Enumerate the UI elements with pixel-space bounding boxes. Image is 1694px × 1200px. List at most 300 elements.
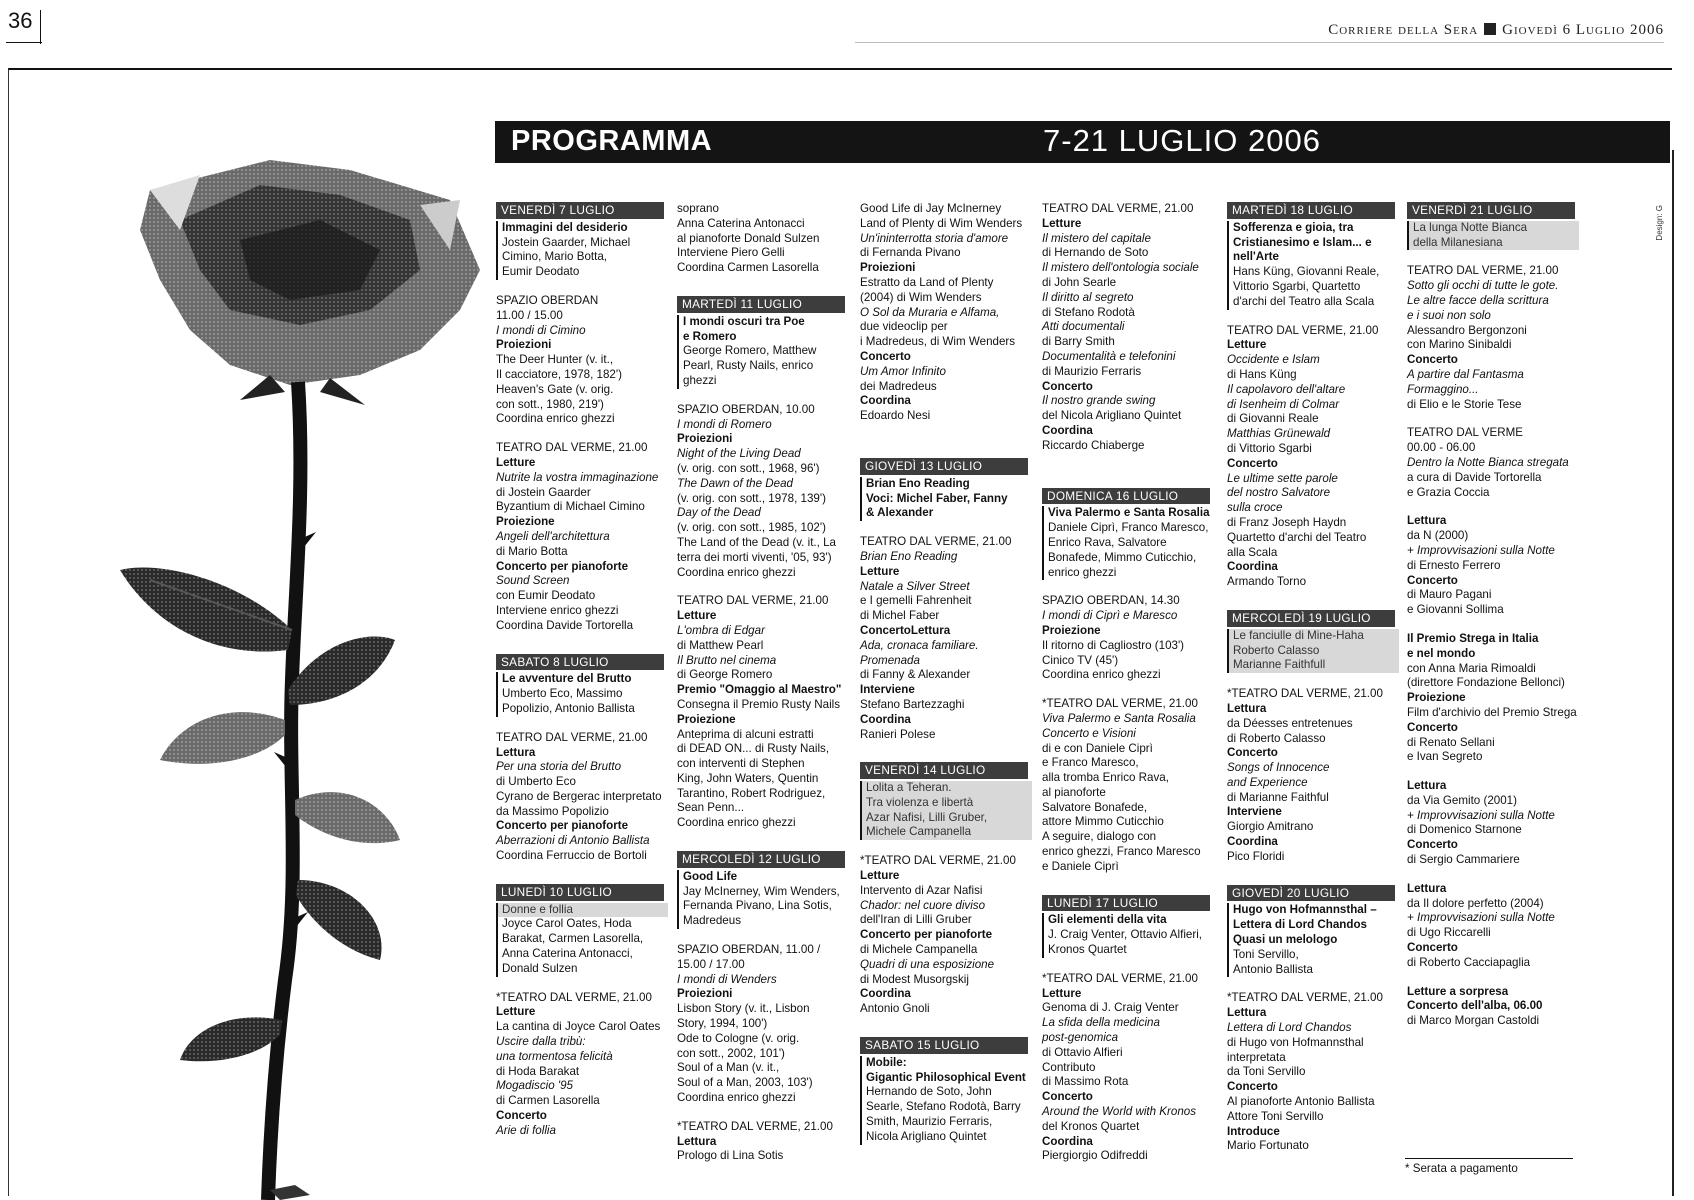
- italic-line: Ada, cronaca familiare.: [860, 638, 979, 652]
- italic-line: La sfida della medicina: [1042, 1016, 1160, 1030]
- italic-line: sulla croce: [1227, 501, 1283, 515]
- text-line: Coordina enrico ghezzi: [677, 1091, 796, 1105]
- italic-line: Nutrite la vostra immaginazione: [496, 470, 659, 484]
- spacer: [1227, 865, 1399, 885]
- event-highlight: La lunga Notte Bianca: [1407, 221, 1579, 236]
- text-line: di Mario Botta: [496, 544, 568, 558]
- day-header: MERCOLEDÌ 12 LUGLIO: [677, 851, 845, 868]
- bold-line: Concerto: [1407, 941, 1458, 955]
- spacer: [1407, 971, 1579, 985]
- text-line: da Toni Servillo: [1227, 1065, 1306, 1079]
- text-line: del Kronos Quartet: [1042, 1119, 1140, 1133]
- text-line: *TEATRO DAL VERME, 21.00: [677, 1119, 833, 1133]
- masthead-date: Giovedì 6 Luglio 2006: [1502, 22, 1664, 38]
- text-line: Film d'archivio del Premio Strega: [1407, 705, 1577, 719]
- event-guests: Pearl, Rusty Nails, enrico: [677, 359, 849, 374]
- text-line: Attore Toni Servillo: [1227, 1109, 1324, 1123]
- text-line: e Franco Maresco,: [1042, 756, 1139, 770]
- text-line: e Ivan Segreto: [1407, 750, 1483, 764]
- text-line: Anna Caterina Antonacci: [677, 216, 805, 230]
- text-line: SPAZIO OBERDAN, 14.30: [1042, 594, 1180, 608]
- bold-line: Premio "Omaggio al Maestro": [677, 683, 842, 697]
- text-line: e Grazia Coccia: [1407, 485, 1490, 499]
- text-line: di Umberto Eco: [496, 775, 576, 789]
- text-line: con interventi di Stephen: [677, 757, 805, 771]
- italic-line: Sotto gli occhi di tutte le gote.: [1407, 279, 1559, 293]
- event-guests: enrico ghezzi: [1042, 566, 1214, 581]
- italic-line: Aberrazioni di Antonio Ballista: [496, 834, 650, 848]
- text-line: e I gemelli Fahrenheit: [860, 594, 972, 608]
- italic-line: Chador: nel cuore diviso: [860, 898, 986, 912]
- masthead-paper: Corriere della Sera: [1328, 22, 1479, 38]
- italic-line: Sound Screen: [496, 574, 570, 588]
- text-line: Ranieri Polese: [860, 727, 936, 741]
- text-line: di Renato Sellani: [1407, 735, 1495, 749]
- bold-line: Coordina: [860, 987, 911, 1001]
- text-line: Lisbon Story (v. it., Lisbon: [677, 1002, 810, 1016]
- text-line: da N (2000): [1407, 529, 1469, 543]
- text-line: di Michele Campanella: [860, 943, 978, 957]
- text-line: Il cacciatore, 1978, 182'): [496, 367, 622, 381]
- day-header: GIOVEDÌ 13 LUGLIO: [860, 458, 1028, 475]
- text-line: *TEATRO DAL VERME, 21.00: [1227, 687, 1383, 701]
- text-line: Story, 1994, 100'): [677, 1017, 768, 1031]
- spacer: [860, 424, 1032, 444]
- text-line: Soul of a Man (v. it.,: [677, 1061, 780, 1075]
- bold-line: Letture: [677, 609, 717, 623]
- italic-line: Mogadiscio '95: [496, 1079, 573, 1093]
- text-line: Genoma di J. Craig Venter: [1042, 1001, 1179, 1015]
- text-line: Interviene enrico ghezzi: [496, 603, 619, 617]
- bold-line: Introduce: [1227, 1124, 1280, 1138]
- text-line: alla tromba Enrico Rava,: [1042, 771, 1169, 785]
- event-title: Le avventure del Brutto: [496, 672, 668, 687]
- text-line: Soul of a Man, 2003, 103'): [677, 1076, 813, 1090]
- page-frame-right: [1672, 150, 1674, 1196]
- banner-title: PROGRAMMA: [511, 125, 713, 157]
- text-line: di Modest Musorgskij: [860, 972, 969, 986]
- spacer: [1042, 875, 1214, 895]
- event-guests: Nicola Arigliano Quintet: [860, 1130, 1032, 1145]
- text-line: Coordina enrico ghezzi: [677, 565, 796, 579]
- bold-line: Concerto per pianoforte: [860, 928, 993, 942]
- spacer: [1042, 958, 1214, 972]
- text-line: Alessandro Bergonzoni: [1407, 323, 1527, 337]
- italic-line: O Sol da Muraria e Alfama,: [860, 305, 1000, 319]
- bold-line: Concerto: [1407, 573, 1458, 587]
- text-line: di Franz Joseph Haydn: [1227, 515, 1347, 529]
- bold-line: Concerto: [1407, 838, 1458, 852]
- event-title: Quasi un melologo: [1227, 933, 1399, 948]
- text-line: con Eumir Deodato: [496, 589, 596, 603]
- bold-line: Letture: [860, 869, 900, 883]
- text-line: Stefano Bartezzaghi: [860, 697, 965, 711]
- text-line: di Elio e le Storie Tese: [1407, 397, 1522, 411]
- italic-line: Um Amor Infinito: [860, 364, 946, 378]
- text-line: Il ritorno di Cagliostro (103'): [1042, 638, 1185, 652]
- text-line: di Hernando de Soto: [1042, 246, 1149, 260]
- event-guests: Jay McInerney, Wim Wenders,: [677, 885, 849, 900]
- text-line: (v. orig. con sott., 1978, 139'): [677, 491, 826, 505]
- text-line: di George Romero: [677, 668, 773, 682]
- text-line: di Ottavio Alfieri: [1042, 1045, 1123, 1059]
- spacer: [1407, 765, 1579, 779]
- rose-icon: [120, 160, 480, 1200]
- text-line: di Mauro Pagani: [1407, 588, 1492, 602]
- bold-line: Letture: [1042, 216, 1082, 230]
- bold-line: Lettura: [496, 745, 536, 759]
- italic-line: Le altre facce della scrittura: [1407, 293, 1549, 307]
- bold-line: Letture a sorpresa: [1407, 984, 1509, 998]
- bold-line: Coordina: [1042, 1134, 1093, 1148]
- event-guests: Fernanda Pivano, Lina Sotis,: [677, 899, 849, 914]
- masthead-rule: [855, 42, 1664, 43]
- text-line: The Deer Hunter (v. it.,: [496, 353, 614, 367]
- spacer: [677, 831, 849, 851]
- bold-line: Coordina: [1227, 835, 1278, 849]
- text-line: SPAZIO OBERDAN: [496, 293, 599, 307]
- text-line: di Hugo von Hofmannsthal: [1227, 1035, 1364, 1049]
- text-line: e Giovanni Sollima: [1407, 603, 1504, 617]
- event-guests: Popolizio, Antonio Ballista: [496, 702, 668, 717]
- text-line: Coordina Carmen Lasorella: [677, 261, 819, 275]
- banner-dates: 7-21 LUGLIO 2006: [1043, 123, 1321, 158]
- text-line: Land of Plenty di Wim Wenders: [860, 216, 1023, 230]
- text-line: Coordina enrico ghezzi: [1042, 668, 1161, 682]
- bold-line: Coordina: [1227, 560, 1278, 574]
- text-line: dell'Iran di Lilli Gruber: [860, 913, 972, 927]
- italic-line: Documentalità e telefonini: [1042, 349, 1176, 363]
- text-line: di Giovanni Reale: [1227, 412, 1319, 426]
- event-guests: d'archi del Teatro alla Scala: [1227, 295, 1399, 310]
- page-number-rule: [40, 10, 41, 44]
- bold-line: ConcertoLettura: [860, 623, 951, 637]
- italic-line: + Improvvisazioni sulla Notte: [1407, 911, 1555, 925]
- bold-line: Concerto: [1042, 379, 1093, 393]
- text-line: due videoclip per: [860, 320, 948, 334]
- event-guests: Toni Servillo,: [1227, 948, 1399, 963]
- italic-line: post-genomica: [1042, 1031, 1119, 1045]
- schedule-column-2: [677, 202, 849, 1164]
- italic-line: A partire dal Fantasma: [1407, 367, 1524, 381]
- text-line: di Roberto Cacciapaglia: [1407, 955, 1531, 969]
- text-line: Armando Torno: [1227, 575, 1307, 589]
- text-line: (v. orig. con sott., 1985, 102'): [677, 521, 826, 535]
- spacer: [1227, 673, 1399, 687]
- italic-line: Uscire dalla tribù:: [496, 1035, 586, 1049]
- spacer: [1042, 474, 1214, 488]
- text-line: attore Mimmo Cuticchio: [1042, 815, 1164, 829]
- italic-line: I mondi di Ciprì e Maresco: [1042, 609, 1178, 623]
- text-line: Quartetto d'archi del Teatro: [1227, 530, 1367, 544]
- event-guests: Enrico Rava, Salvatore: [1042, 536, 1214, 551]
- spacer: [1227, 590, 1399, 610]
- bold-line: Proiezioni: [677, 432, 733, 446]
- text-line: TEATRO DAL VERME, 21.00: [1407, 264, 1559, 278]
- bold-line: Concerto: [1227, 456, 1278, 470]
- text-line: Consegna il Premio Rusty Nails: [677, 697, 841, 711]
- text-line: di Fernanda Pivano: [860, 246, 961, 260]
- event-highlight: Lolita a Teheran.: [860, 781, 1032, 796]
- bold-line: Coordina: [1042, 423, 1093, 437]
- text-line: di Domenico Starnone: [1407, 823, 1522, 837]
- bold-line: Concerto per pianoforte: [496, 819, 629, 833]
- text-line: King, John Waters, Quentin: [677, 771, 819, 785]
- text-line: Sean Penn...: [677, 801, 745, 815]
- bold-line: Il Premio Strega in Italia: [1407, 631, 1539, 645]
- italic-line: Lettera di Lord Chandos: [1227, 1021, 1352, 1035]
- text-line: Byzantium di Michael Cimino: [496, 500, 645, 514]
- text-line: al pianoforte Donald Sulzen: [677, 231, 820, 245]
- italic-line: Around the World with Kronos: [1042, 1105, 1197, 1119]
- bold-line: Proiezione: [1407, 691, 1466, 705]
- spacer: [677, 580, 849, 594]
- italic-line: Per una storia del Brutto: [496, 760, 622, 774]
- bold-line: Letture: [496, 1005, 536, 1019]
- italic-line: Le ultime sette parole: [1227, 471, 1338, 485]
- event-guests: Hans Küng, Giovanni Reale,: [1227, 265, 1399, 280]
- text-line: Tarantino, Robert Rodriguez,: [677, 786, 826, 800]
- bold-line: Coordina: [860, 394, 911, 408]
- text-line: interpretata: [1227, 1050, 1286, 1064]
- text-line: TEATRO DAL VERME, 21.00: [860, 535, 1012, 549]
- italic-line: Matthias Grünewald: [1227, 427, 1331, 441]
- event-guests: ghezzi: [677, 374, 849, 389]
- text-line: Salvatore Bonafede,: [1042, 800, 1148, 814]
- italic-line: Night of the Living Dead: [677, 447, 801, 461]
- bold-line: Coordina: [860, 712, 911, 726]
- italic-line: Promenada: [860, 653, 920, 667]
- text-line: di Vittorio Sgarbi: [1227, 441, 1312, 455]
- italic-line: Il capolavoro dell'altare: [1227, 382, 1346, 396]
- text-line: di Matthew Pearl: [677, 638, 764, 652]
- text-line: di Stefano Rodotà: [1042, 305, 1135, 319]
- text-line: dei Madredeus: [860, 379, 937, 393]
- event-highlight: Marianne Faithfull: [1227, 658, 1399, 673]
- text-line: A seguire, dialogo con: [1042, 830, 1157, 844]
- spacer: [860, 742, 1032, 762]
- text-line: Riccardo Chiaberge: [1042, 438, 1145, 452]
- bold-line: Proiezioni: [677, 987, 733, 1001]
- text-line: al pianoforte: [1042, 785, 1106, 799]
- text-line: TEATRO DAL VERME: [1407, 426, 1523, 440]
- day-header: VENERDÌ 7 LUGLIO: [496, 202, 664, 219]
- italic-line: and Experience: [1227, 775, 1308, 789]
- italic-line: una tormentosa felicità: [496, 1049, 613, 1063]
- italic-line: Angeli dell'architettura: [496, 529, 610, 543]
- spacer: [1407, 500, 1579, 514]
- bold-line: Concerto: [1227, 1080, 1278, 1094]
- text-line: con Marino Sinibaldi: [1407, 338, 1512, 352]
- text-line: di e con Daniele Ciprì: [1042, 741, 1153, 755]
- italic-line: Il mistero dell'ontologia sociale: [1042, 261, 1199, 275]
- text-line: di Hans Küng: [1227, 367, 1297, 381]
- masthead: [1328, 22, 1664, 39]
- spacer: [1227, 310, 1399, 324]
- text-line: Coordina enrico ghezzi: [677, 816, 796, 830]
- text-line: Estratto da Land of Plenty: [860, 275, 994, 289]
- event-guests: Umberto Eco, Massimo: [496, 687, 668, 702]
- bold-line: Letture: [1042, 986, 1082, 1000]
- italic-line: del nostro Salvatore: [1227, 486, 1331, 500]
- spacer: [860, 444, 1032, 458]
- bold-line: Concerto: [1407, 720, 1458, 734]
- event-title: Voci: Michel Faber, Fanny: [860, 492, 1032, 507]
- bold-line: Proiezione: [496, 515, 555, 529]
- italic-line: + Improvvisazioni sulla Notte: [1407, 543, 1555, 557]
- event-guests: Smith, Maurizio Ferraris,: [860, 1115, 1032, 1130]
- rose-illustration: [120, 160, 480, 1200]
- text-line: The Land of the Dead (v. it., La: [677, 535, 836, 549]
- bold-line: Proiezione: [1042, 623, 1101, 637]
- event-title: Good Life: [677, 870, 849, 885]
- italic-line: Day of the Dead: [677, 506, 761, 520]
- event-guests: Kronos Quartet: [1042, 943, 1214, 958]
- text-line: e Daniele Ciprì: [1042, 859, 1119, 873]
- day-header: GIOVEDÌ 20 LUGLIO: [1227, 885, 1395, 902]
- text-line: di Michel Faber: [860, 609, 940, 623]
- spacer: [677, 1106, 849, 1120]
- bold-line: Letture: [860, 564, 900, 578]
- masthead-separator: [1484, 23, 1496, 35]
- bold-line: Lettura: [1227, 701, 1267, 715]
- event-guests: Jostein Gaarder, Michael: [496, 236, 668, 251]
- text-line: SPAZIO OBERDAN, 10.00: [677, 402, 815, 416]
- bold-line: Concerto: [860, 349, 911, 363]
- italic-line: I mondi di Wenders: [677, 972, 777, 986]
- spacer: [1407, 412, 1579, 426]
- event-guests: Barakat, Carmen Lasorella,: [496, 932, 668, 947]
- italic-line: Brian Eno Reading: [860, 549, 958, 563]
- day-header: LUNEDÌ 10 LUGLIO: [496, 884, 664, 901]
- text-line: TEATRO DAL VERME, 21.00: [1227, 323, 1379, 337]
- event-guests: Donald Sulzen: [496, 962, 668, 977]
- italic-line: Il Brutto nel cinema: [677, 653, 777, 667]
- text-line: con sott., 1980, 219'): [496, 397, 604, 411]
- event-title: & Alexander: [860, 506, 1032, 521]
- text-line: di DEAD ON... di Rusty Nails,: [677, 742, 830, 756]
- design-credit: Design: G: [1655, 205, 1664, 241]
- text-line: TEATRO DAL VERME, 21.00: [496, 441, 648, 455]
- event-highlight: Le fanciulle di Mine-Haha: [1227, 629, 1399, 644]
- text-line: *TEATRO DAL VERME, 21.00: [860, 854, 1016, 868]
- spacer: [496, 864, 668, 884]
- italic-line: Atti documentali: [1042, 320, 1125, 334]
- text-line: Cyrano de Bergerac interpretato: [496, 789, 662, 803]
- bold-line: Lettura: [1227, 1006, 1267, 1020]
- text-line: di Barry Smith: [1042, 335, 1115, 349]
- text-line: Piergiorgio Odifreddi: [1042, 1149, 1148, 1163]
- bold-line: Proiezioni: [860, 261, 916, 275]
- text-line: *TEATRO DAL VERME, 21.00: [1042, 697, 1198, 711]
- schedule-column-3: [860, 202, 1032, 1145]
- day-header: SABATO 15 LUGLIO: [860, 1037, 1028, 1054]
- spacer: [677, 276, 849, 296]
- event-title: nell'Arte: [1227, 250, 1399, 265]
- text-line: da Via Gemito (2001): [1407, 793, 1517, 807]
- text-line: 11.00 / 15.00: [496, 308, 563, 322]
- event-guests: Searle, Stefano Rodotà, Barry: [860, 1100, 1032, 1115]
- text-line: (v. orig. con sott., 1968, 96'): [677, 461, 820, 475]
- event-highlight: Donne e follia: [496, 903, 668, 918]
- text-line: Coordina Ferruccio de Bortoli: [496, 849, 647, 863]
- text-line: Coordina Davide Tortorella: [496, 618, 634, 632]
- text-line: Giorgio Amitrano: [1227, 820, 1314, 834]
- event-guests: George Romero, Matthew: [677, 344, 849, 359]
- text-line: Coordina enrico ghezzi: [496, 412, 615, 426]
- text-line: di Marianne Faithful: [1227, 790, 1329, 804]
- event-guests: Daniele Ciprì, Franco Maresco,: [1042, 521, 1214, 536]
- event-highlight: Azar Nafisi, Lilli Gruber,: [860, 811, 1032, 826]
- text-line: (direttore Fondazione Bellonci): [1407, 676, 1565, 690]
- bold-line: e nel mondo: [1407, 646, 1476, 660]
- schedule-column-1: [496, 202, 668, 1139]
- event-highlight: Roberto Calasso: [1227, 644, 1399, 659]
- spacer: [677, 389, 849, 403]
- text-line: Interviene Piero Gelli: [677, 246, 785, 260]
- spacer: [496, 280, 668, 294]
- spacer: [1042, 580, 1214, 594]
- spacer: [1407, 868, 1579, 882]
- text-line: Contributo: [1042, 1060, 1096, 1074]
- day-header: VENERDÌ 14 LUGLIO: [860, 762, 1028, 779]
- text-line: Good Life di Jay McInerney: [860, 202, 1002, 215]
- bold-line: Letture: [1227, 338, 1267, 352]
- bold-line: Lettura: [1407, 514, 1447, 528]
- text-line: *TEATRO DAL VERME, 21.00: [1227, 991, 1383, 1005]
- text-line: i Madredeus, di Wim Wenders: [860, 335, 1016, 349]
- text-line: di Ernesto Ferrero: [1407, 558, 1501, 572]
- event-guests: Vittorio Sgarbi, Quartetto: [1227, 280, 1399, 295]
- day-header: VENERDÌ 21 LUGLIO: [1407, 202, 1575, 219]
- text-line: da Déesses entretenues: [1227, 716, 1353, 730]
- italic-line: I mondi di Romero: [677, 417, 772, 431]
- event-highlight: della Milanesiana: [1407, 236, 1579, 251]
- italic-line: Formaggino...: [1407, 382, 1479, 396]
- event-title: I mondi oscuri tra Poe: [677, 315, 849, 330]
- text-line: di Marco Morgan Castoldi: [1407, 1014, 1540, 1028]
- spacer: [496, 427, 668, 441]
- event-guests: Madredeus: [677, 914, 849, 929]
- text-line: SPAZIO OBERDAN, 11.00 /: [677, 943, 821, 957]
- event-guests: Hernando de Soto, John: [860, 1085, 1032, 1100]
- spacer: [496, 717, 668, 731]
- schedule-column-4: [1042, 202, 1214, 1164]
- text-line: Pico Floridi: [1227, 849, 1285, 863]
- event-guests: J. Craig Venter, Ottavio Alfieri,: [1042, 928, 1214, 943]
- event-title: Viva Palermo e Santa Rosalia: [1042, 506, 1214, 521]
- spacer: [1407, 250, 1579, 264]
- page-number-rule-bottom: [6, 42, 42, 43]
- text-line: di Hoda Barakat: [496, 1064, 580, 1078]
- text-line: da Il dolore perfetto (2004): [1407, 896, 1544, 910]
- page-number: 36: [8, 8, 33, 33]
- italic-line: e i suoi non solo: [1407, 308, 1491, 322]
- text-line: Al pianoforte Antonio Ballista: [1227, 1095, 1375, 1109]
- bold-line: Interviene: [860, 683, 915, 697]
- text-line: Prologo di Lina Sotis: [677, 1149, 784, 1163]
- event-title: Lettera di Lord Chandos: [1227, 918, 1399, 933]
- event-title: Mobile:: [860, 1056, 1032, 1071]
- day-header: MARTEDÌ 11 LUGLIO: [677, 296, 845, 313]
- spacer: [1042, 683, 1214, 697]
- italic-line: Il diritto al segreto: [1042, 290, 1134, 304]
- text-line: di Carmen Lasorella: [496, 1094, 600, 1108]
- day-header: MARTEDÌ 18 LUGLIO: [1227, 202, 1395, 219]
- text-line: di Massimo Rota: [1042, 1075, 1129, 1089]
- text-line: Anteprima di alcuni estratti: [677, 727, 814, 741]
- text-line: di John Searle: [1042, 275, 1117, 289]
